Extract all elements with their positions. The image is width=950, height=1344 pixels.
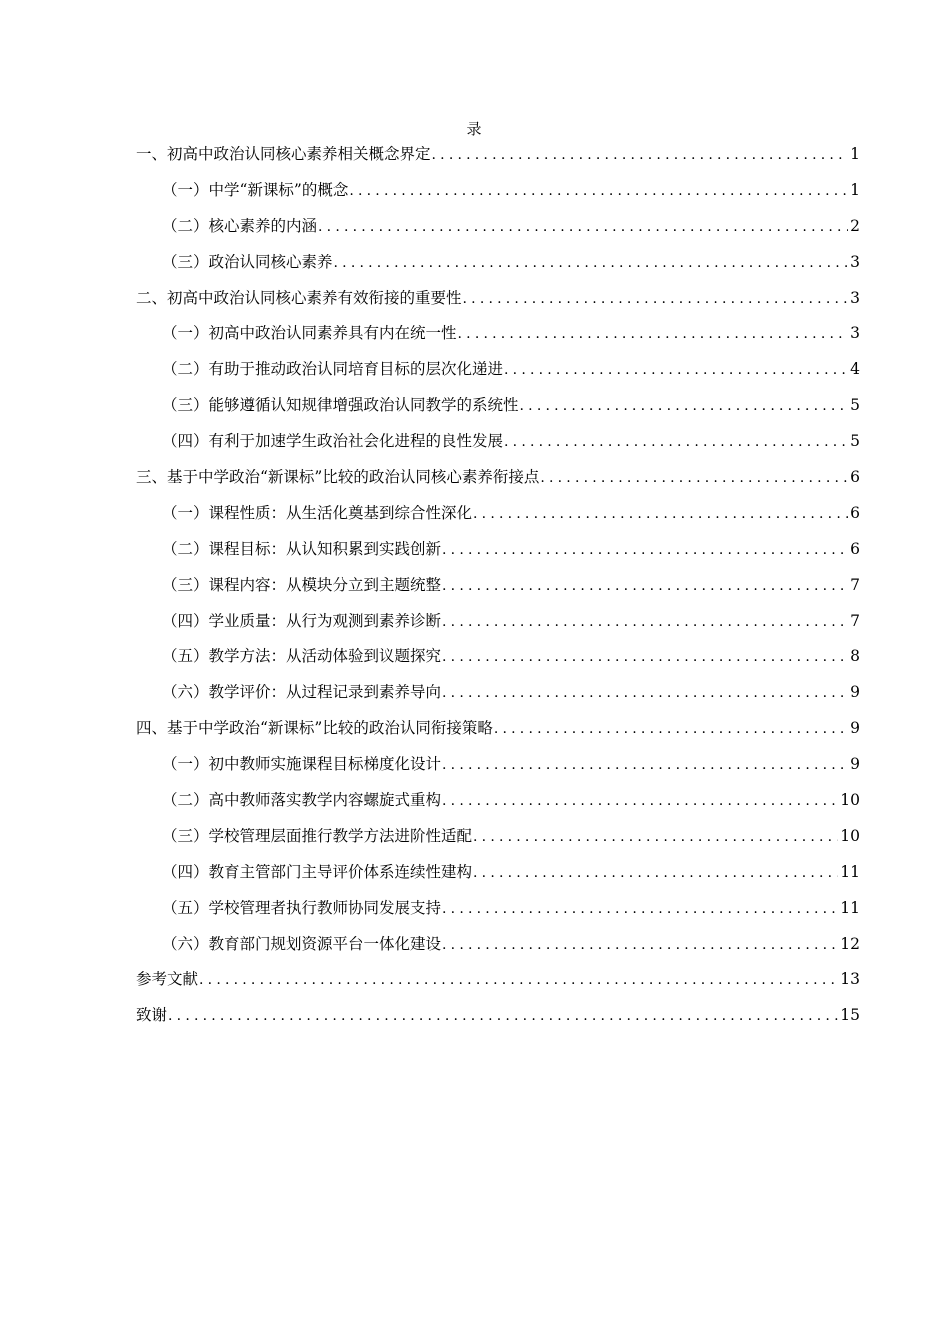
toc-dot-leader xyxy=(349,178,848,204)
toc-subsection-entry[interactable] xyxy=(136,859,860,895)
toc-page-number: 4 xyxy=(850,360,860,379)
toc-subsection-entry[interactable] xyxy=(136,320,860,356)
toc-page-number: 9 xyxy=(850,719,860,738)
toc-dot-leader xyxy=(442,932,838,958)
toc-entry-label: （四）教育主管部门主导评价体系连续性建构 xyxy=(162,862,473,881)
toc-subsection-entry[interactable] xyxy=(136,608,860,644)
toc-page-number: 1 xyxy=(850,180,860,199)
toc-dot-leader xyxy=(199,967,838,993)
toc-dot-leader xyxy=(432,142,848,168)
toc-subsection-entry[interactable] xyxy=(136,572,860,608)
toc-entry-label: （二）核心素养的内涵 xyxy=(162,216,318,235)
toc-dot-leader xyxy=(442,644,848,670)
toc-dot-leader xyxy=(168,1003,838,1029)
toc-title: 录 xyxy=(466,120,484,138)
toc-page-number: 9 xyxy=(850,755,860,774)
toc-subsection-entry[interactable] xyxy=(136,536,860,572)
toc-dot-leader xyxy=(318,214,848,240)
toc-entry-label: （一）课程性质：从生活化奠基到综合性深化 xyxy=(162,503,473,522)
toc-dot-leader xyxy=(463,286,848,312)
toc-page-number: 11 xyxy=(840,862,860,881)
toc-entry-label: 三、基于中学政治“新课标”比较的政治认同核心素养衔接点 xyxy=(136,468,540,487)
toc-dot-leader xyxy=(442,609,848,635)
toc-subsection-entry[interactable] xyxy=(136,751,860,787)
toc-entry-label: （三）学校管理层面推行教学方法进阶性适配 xyxy=(162,826,473,845)
toc-entry-label: （五）学校管理者执行教师协同发展支持 xyxy=(162,898,442,917)
toc-dot-leader xyxy=(520,393,848,419)
toc-section-entry[interactable] xyxy=(136,1002,860,1038)
toc-entry-label: （五）教学方法：从活动体验到议题探究 xyxy=(162,647,442,666)
toc-subsection-entry[interactable] xyxy=(136,177,860,213)
toc-entry-label: （二）课程目标：从认知积累到实践创新 xyxy=(162,539,442,558)
toc-subsection-entry[interactable] xyxy=(136,249,860,285)
toc-entry-label: 二、初高中政治认同核心素养有效衔接的重要性 xyxy=(136,288,462,307)
toc-entry-label: （三）课程内容：从模块分立到主题统整 xyxy=(162,575,442,594)
toc-page-number: 12 xyxy=(840,934,860,953)
toc-page-number: 11 xyxy=(840,898,860,917)
toc-dot-leader xyxy=(442,788,838,814)
toc-page-number: 3 xyxy=(850,288,860,307)
toc-subsection-entry[interactable] xyxy=(136,643,860,679)
toc-subsection-entry[interactable] xyxy=(136,428,860,464)
toc-entry-label: （四）有利于加速学生政治社会化进程的良性发展 xyxy=(162,432,504,451)
toc-dot-leader xyxy=(458,321,848,347)
toc-subsection-entry[interactable] xyxy=(136,213,860,249)
toc-subsection-entry[interactable] xyxy=(136,356,860,392)
toc-subsection-entry[interactable] xyxy=(136,931,860,967)
toc-subsection-entry[interactable] xyxy=(136,392,860,428)
table-of-contents xyxy=(136,141,860,1038)
toc-dot-leader xyxy=(442,573,848,599)
toc-dot-leader xyxy=(334,250,848,276)
toc-page-number: 7 xyxy=(850,575,860,594)
toc-page-number: 6 xyxy=(850,503,860,522)
toc-page-number: 1 xyxy=(850,145,860,163)
toc-entry-label: （一）中学“新课标”的概念 xyxy=(162,180,349,199)
toc-page-number: 8 xyxy=(850,647,860,666)
toc-dot-leader xyxy=(540,465,848,491)
toc-dot-leader xyxy=(473,860,838,886)
toc-dot-leader xyxy=(442,537,848,563)
toc-page-number: 2 xyxy=(850,216,860,235)
toc-entry-label: 一、初高中政治认同核心素养相关概念界定 xyxy=(136,145,431,163)
toc-entry-label: （一）初中教师实施课程目标梯度化设计 xyxy=(162,755,442,774)
toc-entry-label: （二）有助于推动政治认同培育目标的层次化递进 xyxy=(162,360,504,379)
toc-page-number: 3 xyxy=(850,252,860,271)
toc-dot-leader xyxy=(504,357,848,383)
toc-entry-label: 致谢 xyxy=(136,1006,168,1025)
toc-dot-leader xyxy=(442,752,848,778)
toc-dot-leader xyxy=(494,716,848,742)
toc-subsection-entry[interactable] xyxy=(136,787,860,823)
toc-dot-leader xyxy=(473,501,848,527)
toc-entry-label: （三）能够遵循认知规律增强政治认同教学的系统性 xyxy=(162,396,519,415)
toc-section-entry[interactable] xyxy=(136,141,860,177)
toc-page-number: 10 xyxy=(840,791,860,810)
toc-dot-leader xyxy=(473,824,838,850)
toc-page-number: 7 xyxy=(850,611,860,630)
toc-section-entry[interactable] xyxy=(136,285,860,321)
toc-entry-label: （三）政治认同核心素养 xyxy=(162,252,333,271)
toc-page-number: 13 xyxy=(840,970,860,989)
toc-subsection-entry[interactable] xyxy=(136,679,860,715)
toc-entry-label: （六）教学评价：从过程记录到素养导向 xyxy=(162,683,442,702)
toc-page-number: 6 xyxy=(850,539,860,558)
toc-page-number: 9 xyxy=(850,683,860,702)
toc-entry-label: 参考文献 xyxy=(136,970,199,989)
toc-page-number: 5 xyxy=(850,432,860,451)
toc-section-entry[interactable] xyxy=(136,715,860,751)
toc-page-number: 5 xyxy=(850,396,860,415)
toc-entry-label: （一）初高中政治认同素养具有内在统一性 xyxy=(162,324,457,343)
toc-page-number: 6 xyxy=(850,468,860,487)
toc-dot-leader xyxy=(442,680,848,706)
toc-page-number: 15 xyxy=(840,1006,860,1025)
toc-section-entry[interactable] xyxy=(136,966,860,1002)
toc-dot-leader xyxy=(504,429,848,455)
toc-entry-label: 四、基于中学政治“新课标”比较的政治认同衔接策略 xyxy=(136,719,493,738)
toc-subsection-entry[interactable] xyxy=(136,500,860,536)
toc-subsection-entry[interactable] xyxy=(136,895,860,931)
toc-subsection-entry[interactable] xyxy=(136,823,860,859)
toc-page-number: 10 xyxy=(840,826,860,845)
toc-section-entry[interactable] xyxy=(136,464,860,500)
toc-page-number: 3 xyxy=(850,324,860,343)
toc-entry-label: （二）高中教师落实教学内容螺旋式重构 xyxy=(162,791,442,810)
toc-dot-leader xyxy=(442,896,838,922)
toc-entry-label: （四）学业质量：从行为观测到素养诊断 xyxy=(162,611,442,630)
toc-entry-label: （六）教育部门规划资源平台一体化建设 xyxy=(162,934,442,953)
